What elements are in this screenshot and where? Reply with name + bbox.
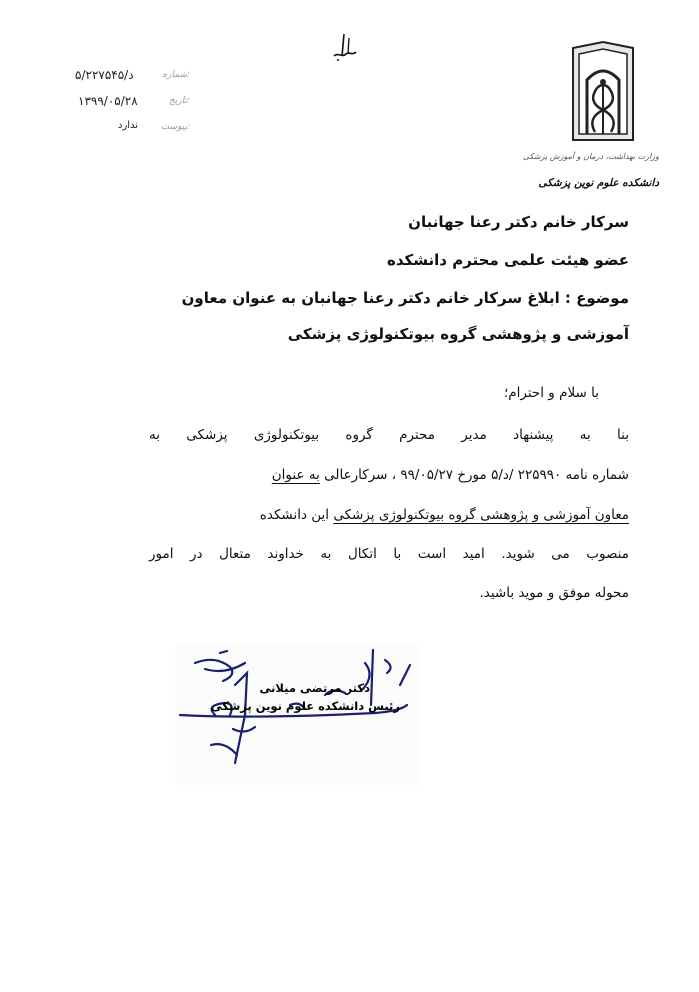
handwritten-signature-icon [175, 645, 420, 785]
greeting: با سلام و احترام؛ [503, 385, 599, 401]
body-line-3-text: این دانشکده [259, 507, 334, 523]
letter-attachment-value: ندارد [118, 120, 139, 131]
body-line-3-underlined: معاون آموزشی و پژوهشی گروه بیوتکنولوژی پزشکی [333, 507, 629, 523]
university-logo [565, 40, 641, 152]
signature-area [175, 645, 420, 785]
body-line-4: منصوب می شوید. امید است با اتکال به خداوند متعال در امور [149, 546, 629, 562]
letter-attachment-label: پیوست: [160, 122, 190, 132]
letter-date-row [60, 94, 190, 116]
body-line-2-underlined: به عنوان [271, 467, 320, 483]
calligraphy-icon [330, 30, 360, 64]
letter-number-label: شماره: [162, 70, 190, 80]
body-line-3 [149, 507, 629, 523]
letter-date-label: تاریخ: [169, 96, 190, 106]
signatory-title: رئیس دانشکده علوم نوین پزشکی [210, 699, 400, 713]
body-line-1: بنا به پیشنهاد مدیر محترم گروه بیوتکنولوژی پزشکی به [149, 427, 629, 443]
logo-caption-script: وزارت بهداشت، درمان و آموزش پزشکی [522, 152, 659, 161]
signatory-name: دکتر مرتضی میلانی [259, 681, 370, 695]
body-line-2-text: شماره نامه ۲۲۵۹۹۰ /د/۵ مورخ ۹۹/۰۵/۲۷ ، سرکارعالی [319, 467, 629, 483]
subject-line-2: آموزشی و پژوهشی گروه بیوتکنولوژی پزشکی [287, 325, 629, 343]
body-line-5: محوله موفق و موید باشید. [479, 585, 629, 601]
recipient-name: سرکار خانم دکتر رعنا جهانبان [408, 213, 629, 231]
subject-line-1: موضوع : ابلاغ سرکار خانم دکتر رعنا جهانبان به عنوان معاون [181, 289, 629, 307]
header-calligraphy [330, 30, 360, 64]
logo-caption: دانشکده علوم نوین پزشکی [538, 177, 659, 189]
letter-number-row [60, 68, 190, 90]
body-line-2 [149, 467, 629, 483]
letter-date-value: ۱۳۹۹/۰۵/۲۸ [78, 94, 138, 108]
letter-attachment-row [60, 120, 190, 142]
recipient-title: عضو هیئت علمی محترم دانشکده [387, 251, 629, 269]
letter-number-value: ۵/د/۲۲۷۵۴۵ [75, 68, 134, 82]
university-emblem-icon [565, 40, 641, 152]
